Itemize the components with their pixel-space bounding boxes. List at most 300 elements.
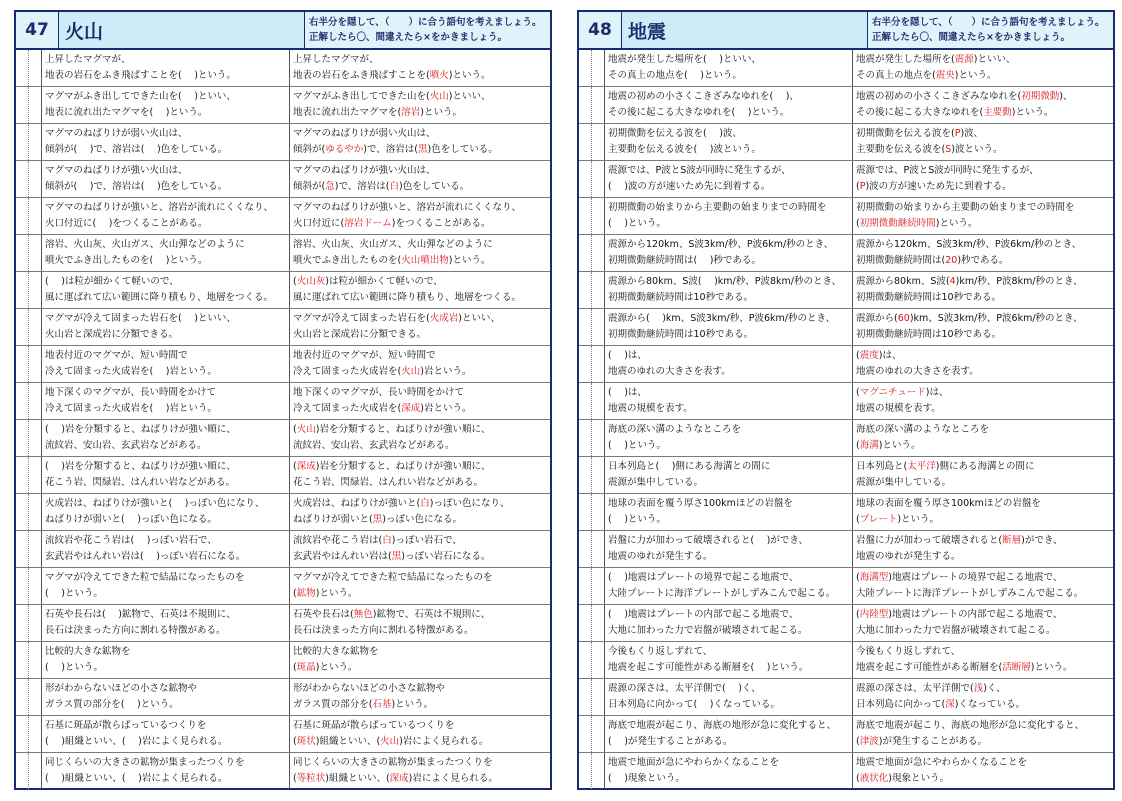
answer-prefix: 冷えて固まった火成岩を( (293, 366, 402, 377)
answer-line (293, 89, 547, 105)
check-box[interactable] (592, 309, 605, 345)
check-box[interactable] (579, 161, 592, 197)
check-box[interactable] (16, 124, 29, 160)
answer-text (853, 346, 1113, 382)
answer-word: 深 (945, 699, 955, 710)
check-box[interactable] (579, 642, 592, 678)
answer-line (293, 755, 547, 771)
check-box[interactable] (579, 272, 592, 308)
answer-line (293, 348, 547, 364)
question-line: 地震が発生した場所を( )といい、 (608, 54, 761, 65)
answer-prefix: マグマがふき出してできた山を( (293, 91, 430, 102)
question-line: ( )という。 (45, 588, 103, 599)
answer-word: 白 (420, 498, 430, 509)
answer-word: 初期微動継続時間 (859, 218, 936, 229)
answer-word: 黒 (372, 514, 383, 525)
check-box[interactable] (579, 235, 592, 271)
answer-prefix: 火山岩と深成岩に分類できる。 (293, 329, 427, 340)
question-line: マグマが冷えてできた粒で結晶になったものを (45, 572, 245, 583)
answer-suffix: )という。 (315, 662, 358, 673)
check-box[interactable] (579, 568, 592, 604)
answer-prefix: 溶岩、火山灰、火山ガス、火山弾などのように (293, 239, 493, 250)
question-text (42, 346, 290, 382)
check-box[interactable] (16, 568, 29, 604)
answer-prefix: ( (856, 514, 860, 525)
check-box[interactable] (29, 383, 42, 419)
check-box[interactable] (16, 272, 29, 308)
check-box[interactable] (29, 753, 42, 789)
answer-line (856, 771, 1110, 787)
check-box[interactable] (579, 124, 592, 160)
check-box[interactable] (592, 568, 605, 604)
answer-text (853, 494, 1113, 530)
check-box[interactable] (16, 531, 29, 567)
check-box[interactable] (579, 753, 592, 789)
question-line: 形がわからないほどの小さな鉱物や (45, 683, 198, 694)
answer-text (290, 420, 550, 456)
check-box[interactable] (592, 420, 605, 456)
question-line: 震源の深さは、太平洋側で( )く、 (608, 683, 761, 694)
answer-prefix: 火成岩は、ねばりけが強いと( (293, 498, 421, 509)
answer-suffix: )といい、 (448, 91, 491, 102)
answer-line (293, 475, 547, 491)
question-text (605, 50, 853, 86)
answer-prefix: 長石は決まった方向に割れる特徴がある。 (293, 625, 474, 636)
answer-suffix: )で、溶岩は( (334, 181, 390, 192)
answer-line (856, 364, 1110, 380)
question-text (42, 716, 290, 752)
question-row (579, 753, 1113, 789)
answer-text (853, 420, 1113, 456)
check-box[interactable] (29, 50, 42, 86)
check-box[interactable] (29, 87, 42, 123)
check-box[interactable] (579, 309, 592, 345)
worksheet-47 (14, 10, 552, 790)
answer-prefix: 大陸プレートに海洋プレートがしずみこんで起こる。 (856, 588, 1084, 599)
answer-line (293, 126, 547, 142)
check-box[interactable] (592, 124, 605, 160)
check-box[interactable] (579, 457, 592, 493)
check-box[interactable] (579, 50, 592, 86)
answer-line (293, 385, 547, 401)
answer-suffix: )といい、 (973, 54, 1016, 65)
question-row (579, 124, 1113, 161)
question-line: 石基に斑晶が散らばっているつくりを (45, 720, 207, 731)
instruction-line: 右半分を隠して、（ ）に合う語句を考えましょう。 (872, 17, 1105, 28)
question-line: 地震で地面が急にやわらかくなることを (608, 757, 780, 768)
answer-line (293, 274, 547, 290)
answer-suffix: )という。 (897, 514, 940, 525)
check-box[interactable] (16, 198, 29, 234)
worksheet-title: 火山 (59, 12, 305, 48)
question-line: 地震の規模を表す。 (608, 403, 693, 414)
question-line: 初期微動の始まりから主要動の始まりまでの時間を (608, 202, 827, 213)
answer-suffix: )が発生することがある。 (878, 736, 987, 747)
answer-text (853, 161, 1113, 197)
answer-line (856, 422, 1110, 438)
answer-text (290, 272, 550, 308)
answer-suffix: )という。 (420, 107, 462, 118)
answer-text (290, 679, 550, 715)
answer-suffix: )岩によく見られる。 (408, 773, 498, 784)
question-line: 同じくらいの大きさの鉱物が集まったつくりを (45, 757, 245, 768)
question-rows (579, 50, 1113, 789)
answer-word: 4 (949, 276, 956, 287)
answer-suffix: )という。 (391, 699, 434, 710)
answer-prefix: ( (856, 181, 860, 192)
answer-prefix: 日本列島と( (856, 461, 908, 472)
answer-prefix: 初期微動継続時間は10秒である。 (856, 329, 1002, 340)
question-line: 震源から80km、S波( )km/秒、P波8km/秒のとき、 (608, 276, 842, 287)
answer-text (853, 309, 1113, 345)
question-row (16, 420, 550, 457)
check-box[interactable] (29, 494, 42, 530)
answer-line (856, 718, 1110, 734)
answer-suffix: )現象という。 (888, 773, 949, 784)
worksheet-number: 48 (579, 12, 622, 48)
answer-prefix: 冷えて固まった火成岩を( (293, 403, 402, 414)
question-line: ( )が発生することがある。 (608, 736, 733, 747)
answer-text (853, 198, 1113, 234)
answer-line (856, 570, 1110, 586)
question-row (579, 161, 1113, 198)
answer-suffix: )地震はプレートの内部で起こる地震で、 (888, 609, 1063, 620)
check-box[interactable] (16, 87, 29, 123)
answer-prefix: 流紋岩や花こう岩は( (293, 535, 383, 546)
instructions (305, 12, 550, 48)
answer-word: P (859, 181, 866, 192)
check-box[interactable] (592, 531, 605, 567)
check-box[interactable] (16, 642, 29, 678)
answer-text (853, 235, 1113, 271)
question-line: 火口付近に( )をつくることがある。 (45, 218, 208, 229)
question-line: 地表の岩石をふき飛ばすことを( )という。 (45, 70, 236, 81)
answer-prefix: ( (856, 350, 860, 361)
answer-prefix: 傾斜が( (293, 144, 326, 155)
check-box[interactable] (579, 531, 592, 567)
answer-prefix: ガラス質の部分を( (293, 699, 373, 710)
answer-prefix: ( (856, 609, 860, 620)
question-line: 日本列島に向かって( )くなっている。 (608, 699, 780, 710)
check-box[interactable] (16, 383, 29, 419)
question-row (16, 383, 550, 420)
answer-suffix: )っぽい色になる。 (382, 514, 462, 525)
question-text (42, 679, 290, 715)
check-box[interactable] (16, 716, 29, 752)
question-line: マグマのねばりけが弱い火山は、 (45, 128, 188, 139)
answer-prefix: 流紋岩、安山岩、玄武岩などがある。 (293, 440, 455, 451)
check-box[interactable] (579, 679, 592, 715)
question-text (605, 605, 853, 641)
answer-suffix: )秒である。 (957, 255, 1009, 266)
answer-word: 斑状 (296, 736, 316, 747)
check-box[interactable] (29, 716, 42, 752)
check-box[interactable] (29, 605, 42, 641)
answer-suffix: )っぽい岩石で、 (391, 535, 462, 546)
question-row (579, 309, 1113, 346)
check-box[interactable] (29, 346, 42, 382)
check-box[interactable] (579, 716, 592, 752)
answer-line (856, 274, 1110, 290)
question-line: 震源が集中している。 (608, 477, 704, 488)
answer-line (856, 734, 1110, 750)
answer-line (293, 660, 547, 676)
question-text (42, 457, 290, 493)
answer-prefix: 地震を起こす可能性がある断層を( (856, 662, 1003, 673)
answer-word: 内陸型 (859, 609, 889, 620)
answer-prefix: 地表付近のマグマが、短い時間で (293, 350, 436, 361)
check-box[interactable] (29, 457, 42, 493)
question-line: 初期微動継続時間は( )秒である。 (608, 255, 761, 266)
answer-word: 海溝型 (859, 572, 889, 583)
question-row (16, 50, 550, 87)
check-box[interactable] (16, 420, 29, 456)
answer-prefix: 形がわからないほどの小さな鉱物や (293, 683, 446, 694)
answer-prefix: ( (293, 461, 297, 472)
question-row (16, 753, 550, 789)
answer-line (293, 253, 547, 269)
question-row (16, 124, 550, 161)
answer-prefix: ( (293, 424, 297, 435)
answer-text (290, 494, 550, 530)
answer-text (290, 642, 550, 678)
answer-prefix: 初期微動継続時間は10秒である。 (856, 292, 1002, 303)
answer-text (290, 87, 550, 123)
answer-word: 震源 (954, 54, 974, 65)
question-line: ねばりけが弱いと( )っぽい色になる。 (45, 514, 217, 525)
answer-word: 火成岩 (429, 313, 459, 324)
answer-line (856, 533, 1110, 549)
check-box[interactable] (592, 716, 605, 752)
check-box[interactable] (592, 87, 605, 123)
question-text (605, 272, 853, 308)
answer-word: 震央 (935, 70, 955, 81)
answer-line (856, 126, 1110, 142)
answer-word: 浅 (973, 683, 984, 694)
question-line: 火山岩と深成岩に分類できる。 (45, 329, 179, 340)
answer-word: 津波 (859, 736, 879, 747)
question-text (605, 383, 853, 419)
answer-line (856, 348, 1110, 364)
question-line: マグマのねばりけが強いと、溶岩が流れにくくなり、 (45, 202, 274, 213)
check-box[interactable] (592, 679, 605, 715)
question-text (42, 235, 290, 271)
question-line: ( )地震はプレートの内部で起こる地震で、 (608, 609, 799, 620)
check-box[interactable] (592, 457, 605, 493)
question-text (605, 420, 853, 456)
check-box[interactable] (579, 605, 592, 641)
answer-line (856, 459, 1110, 475)
question-line: 震源から( )km、S波3km/秒、P波6km/秒のとき、 (608, 313, 836, 324)
question-line: ( )は粒が細かくて軽いので、 (45, 276, 179, 287)
question-row (579, 87, 1113, 124)
answer-text (290, 605, 550, 641)
answer-prefix: 風に運ばれて広い範囲に降り積もり、地層をつくる。 (293, 292, 522, 303)
answer-line (856, 163, 1110, 179)
check-box[interactable] (16, 161, 29, 197)
answer-prefix: ( (856, 440, 860, 451)
check-box[interactable] (29, 161, 42, 197)
question-text (605, 87, 853, 123)
answer-word: 深成 (296, 461, 316, 472)
question-line: ( )という。 (608, 218, 666, 229)
answer-prefix: 傾斜が( (293, 181, 326, 192)
check-box[interactable] (16, 679, 29, 715)
check-box[interactable] (16, 753, 29, 789)
check-box[interactable] (579, 383, 592, 419)
check-box[interactable] (592, 50, 605, 86)
answer-line (856, 755, 1110, 771)
question-line: 地球の表面を覆う厚さ100kmほどの岩盤を (608, 498, 793, 509)
question-row (16, 87, 550, 124)
check-box[interactable] (579, 346, 592, 382)
answer-line (856, 681, 1110, 697)
check-box[interactable] (579, 420, 592, 456)
question-line: 岩盤に力が加わって破壊されると( )ができ、 (608, 535, 808, 546)
answer-suffix: )岩を分類すると、ねばりけが強い順に、 (315, 461, 491, 472)
answer-text (853, 87, 1113, 123)
answer-prefix: 火口付近に( (293, 218, 345, 229)
question-line: ( )という。 (608, 514, 666, 525)
answer-suffix: )く、 (983, 683, 1006, 694)
question-line: ( )という。 (45, 662, 103, 673)
answer-line (856, 644, 1110, 660)
answer-prefix: マグマが冷えてできた粒で結晶になったものを (293, 572, 493, 583)
question-row (579, 272, 1113, 309)
check-box[interactable] (16, 309, 29, 345)
check-box[interactable] (29, 642, 42, 678)
answer-line (856, 549, 1110, 565)
answer-line (856, 438, 1110, 454)
answer-text (853, 753, 1113, 789)
answer-text (290, 235, 550, 271)
check-box[interactable] (29, 198, 42, 234)
question-line: 長石は決まった方向に割れる特徴がある。 (45, 625, 226, 636)
answer-text (290, 753, 550, 789)
question-line: ( )は、 (608, 387, 647, 398)
answer-line (856, 475, 1110, 491)
check-box[interactable] (16, 50, 29, 86)
answer-suffix: )っぽい岩石になる。 (401, 551, 491, 562)
answer-prefix: ( (856, 773, 860, 784)
check-box[interactable] (592, 272, 605, 308)
answer-prefix: 比較的大きな鉱物を (293, 646, 379, 657)
answer-line (293, 179, 547, 195)
check-box[interactable] (592, 494, 605, 530)
page-gutter (559, 0, 571, 801)
answer-line (293, 422, 547, 438)
check-box[interactable] (29, 309, 42, 345)
answer-line (293, 105, 547, 121)
answer-line (856, 697, 1110, 713)
check-box[interactable] (16, 494, 29, 530)
question-text (605, 457, 853, 493)
answer-suffix: )という。 (878, 440, 921, 451)
question-text (42, 161, 290, 197)
question-line: 地表付近のマグマが、短い時間で (45, 350, 188, 361)
answer-line (856, 68, 1110, 84)
check-box[interactable] (29, 124, 42, 160)
question-line: ( )波の方が速いため先に到着する。 (608, 181, 771, 192)
answer-prefix: 震源から( (856, 313, 898, 324)
answer-line (293, 68, 547, 84)
check-box[interactable] (592, 235, 605, 271)
check-box[interactable] (16, 346, 29, 382)
question-text (605, 568, 853, 604)
question-text (605, 198, 853, 234)
check-box[interactable] (16, 605, 29, 641)
answer-suffix: )くなっている。 (954, 699, 1025, 710)
check-box[interactable] (29, 568, 42, 604)
answer-prefix: マグマのねばりけが弱い火山は、 (293, 128, 436, 139)
question-row (16, 272, 550, 309)
answer-text (290, 346, 550, 382)
check-box[interactable] (579, 87, 592, 123)
answer-word: 火山 (401, 366, 421, 377)
check-box[interactable] (16, 235, 29, 271)
question-line: 冷えて固まった火成岩を( )岩という。 (45, 366, 217, 377)
answer-text (853, 605, 1113, 641)
question-line: 花こう岩、閃緑岩、はんれい岩などがある。 (45, 477, 236, 488)
check-box[interactable] (579, 494, 592, 530)
answer-line (293, 771, 547, 787)
answer-text (853, 716, 1113, 752)
check-box[interactable] (592, 383, 605, 419)
question-row (579, 605, 1113, 642)
answer-suffix: )っぽい色になり、 (429, 498, 510, 509)
question-text (42, 383, 290, 419)
answer-text (853, 457, 1113, 493)
check-box[interactable] (592, 161, 605, 197)
answer-prefix: 大地に加わった力で岩盤が破壊されて起こる。 (856, 625, 1056, 636)
answer-line (293, 697, 547, 713)
check-box[interactable] (592, 346, 605, 382)
check-box[interactable] (592, 605, 605, 641)
answer-suffix: )組織といい、( (325, 773, 390, 784)
check-box[interactable] (592, 642, 605, 678)
check-box[interactable] (592, 198, 605, 234)
check-box[interactable] (29, 272, 42, 308)
check-box[interactable] (579, 198, 592, 234)
question-row (579, 716, 1113, 753)
question-line: ( )岩を分類すると、ねばりけが強い順に、 (45, 461, 236, 472)
question-text (605, 716, 853, 752)
check-box[interactable] (29, 235, 42, 271)
answer-word: プレート (859, 514, 898, 525)
answer-word: 活断層 (1002, 662, 1031, 673)
answer-prefix: その後に起こる大きなゆれを( (856, 107, 984, 118)
question-line: 初期微動を伝える波を( )波、 (608, 128, 742, 139)
answer-suffix: )波の方が速いため先に到着する。 (865, 181, 1012, 192)
answer-line (856, 179, 1110, 195)
answer-word: 海溝 (859, 440, 879, 451)
check-box[interactable] (29, 531, 42, 567)
answer-prefix: ( (856, 387, 860, 398)
instruction-line: 正解したら〇、間違えたら×をかきましょう。 (309, 32, 507, 43)
question-text (605, 753, 853, 789)
check-box[interactable] (592, 753, 605, 789)
answer-text (290, 568, 550, 604)
answer-suffix: )で、溶岩は( (363, 144, 418, 155)
answer-text (290, 124, 550, 160)
answer-line (856, 52, 1110, 68)
check-box[interactable] (16, 457, 29, 493)
check-box[interactable] (29, 679, 42, 715)
answer-suffix: )といい、 (458, 313, 500, 324)
answer-word: 20 (945, 255, 958, 266)
answer-prefix: ( (293, 588, 297, 599)
check-box[interactable] (29, 420, 42, 456)
